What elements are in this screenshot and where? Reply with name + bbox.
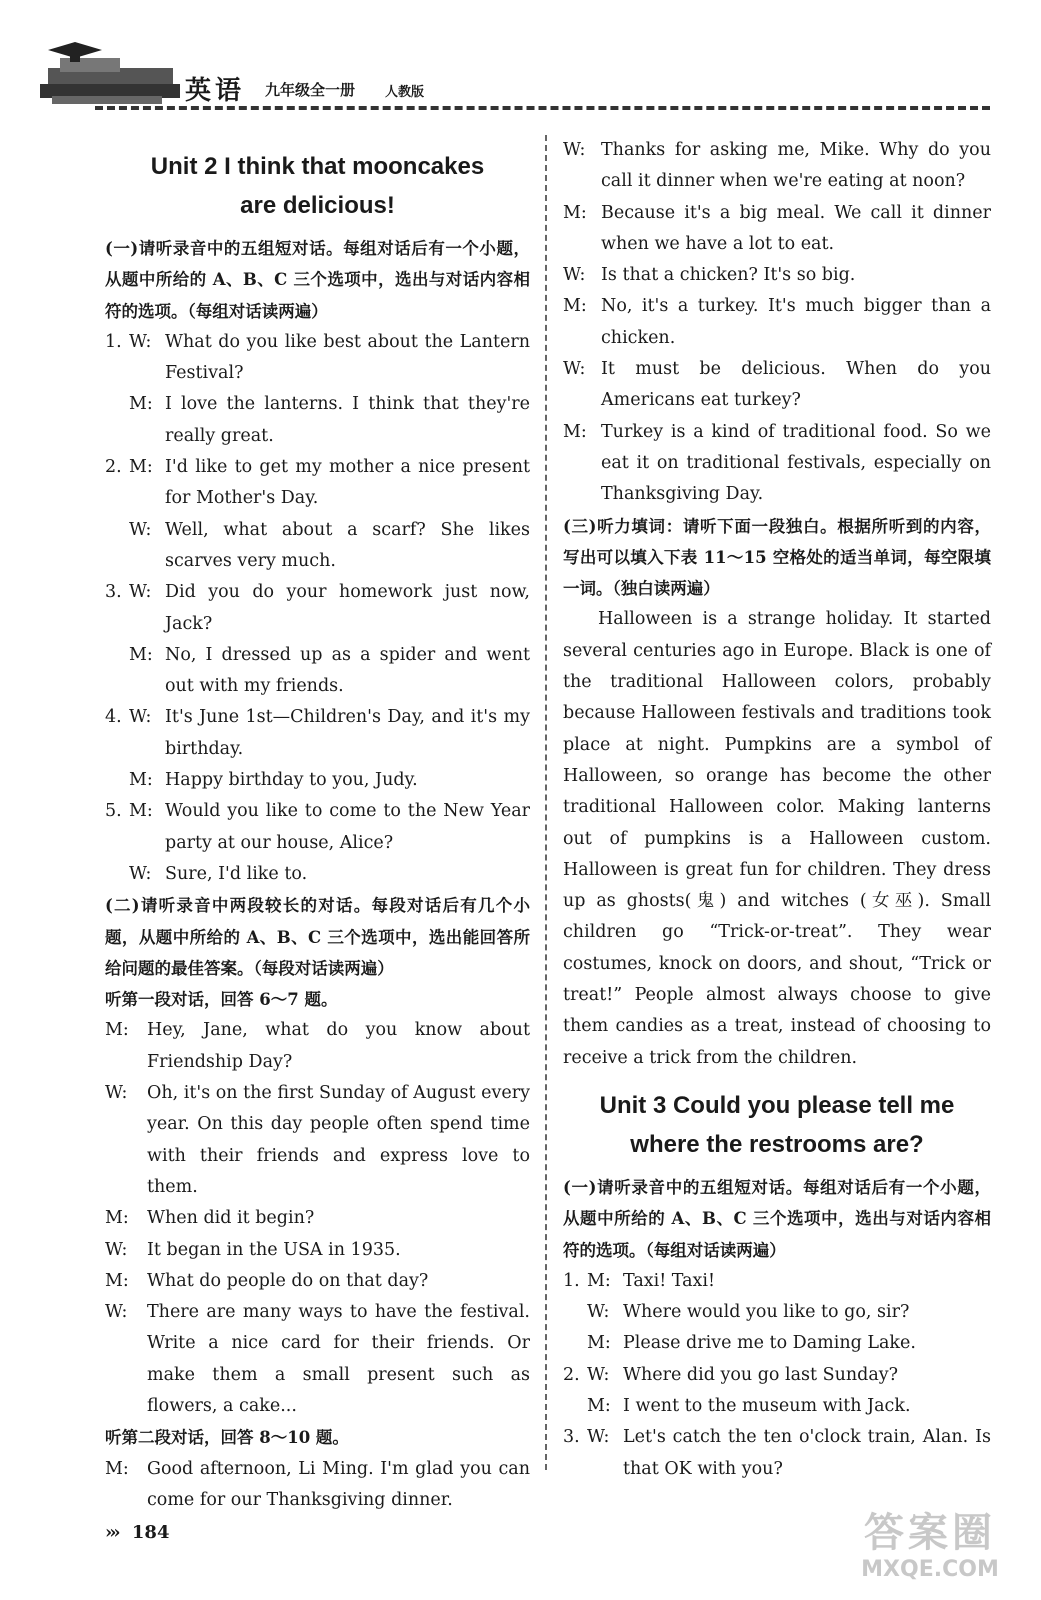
dialogue-line: M: I went to the museum with Jack.	[587, 1395, 911, 1416]
page-number: 184	[131, 1522, 170, 1543]
dialogue-line: 4. W: It's June 1st—Children's Day, and it's my birthday.	[105, 707, 530, 759]
dialogue-line: M: What do people do on that day?	[105, 1270, 429, 1291]
dialogue-line: M: Please drive me to Daming Lake.	[587, 1333, 916, 1354]
dialogue-line: W: It must be delicious. When do you Americans eat turkey?	[563, 359, 991, 411]
section-3-instructions: (三)听力填词：请听下面一段独白。根据所听到的内容，写出可以填入下表 11～15 空格处的适当单词，每空限填一词。（独白读两遍）	[563, 516, 991, 599]
dialogue-1-heading: 听第一段对话，回答 6～7 题。	[105, 990, 338, 1010]
dialogue-line: W: Where would you like to go, sir?	[587, 1302, 910, 1323]
book-title: 英语	[185, 76, 246, 106]
dialogue-line: W: Well, what about a scarf? She likes scarves very much.	[129, 519, 530, 571]
dialogue-line: 1. M: Taxi! Taxi!	[563, 1270, 716, 1291]
page-header	[0, 0, 1041, 120]
page-footer	[105, 1522, 169, 1543]
watermark-text: 答案圈	[864, 1510, 996, 1556]
left-column	[105, 135, 530, 1516]
unit-2-title: Unit 2 I think that mooncakes are delicious!	[150, 153, 485, 219]
unit-3-section-1-instructions: (一)请听录音中的五组短对话。每组对话后有一个小题，从题中所给的 A、B、C 三个选项中，选出与对话内容相符的选项。（每组对话读两遍）	[563, 1177, 991, 1260]
chevron-right-icon: ›››	[105, 1522, 118, 1543]
right-column	[563, 135, 991, 1485]
watermark	[835, 1510, 1025, 1590]
dialogue-line: M: No, I dressed up as a spider and went out with my friends.	[129, 644, 530, 697]
unit-3-title: Unit 3 Could you please tell me where the restrooms are?	[599, 1091, 955, 1158]
dialogue-line: M: Happy birthday to you, Judy.	[129, 770, 418, 791]
edition-label: 人教版	[385, 85, 425, 100]
dialogue-line: W: Thanks for asking me, Mike. Why do you call it dinner when we're eating at noon?	[563, 140, 991, 192]
dialogue-line: W: It began in the USA in 1935.	[105, 1239, 401, 1260]
column-divider	[545, 135, 547, 1470]
dialogue-line: M: When did it begin?	[105, 1208, 315, 1229]
dialogue-line: W: Sure, I'd like to.	[129, 863, 308, 884]
dialogue-line: W: Is that a chicken? It's so big.	[563, 265, 856, 286]
dialogue-2-heading: 听第二段对话，回答 8～10 题。	[105, 1428, 349, 1448]
dialogue-line: 3. W: Did you do your homework just now, Jack?	[105, 582, 530, 634]
books-logo-icon	[40, 40, 180, 110]
header-rule	[95, 106, 990, 110]
dialogue-line: 1. W: What do you like best about the Lantern Festival?	[105, 331, 530, 384]
dialogue-line: M: Turkey is a kind of traditional food. So we eat it on traditional festivals, especially on Thanksgiving Day.	[563, 421, 991, 505]
dialogue-line: 2. W: Where did you go last Sunday?	[563, 1364, 899, 1385]
dialogue-line: M: Hey, Jane, what do you know about Friendship Day?	[105, 1020, 530, 1072]
dialogue-line: M: No, it's a turkey. It's much bigger than a chicken.	[563, 296, 991, 348]
section-2-instructions: (二)请听录音中两段较长的对话。每段对话后有几个小题，从题中所给的 A、B、C 三个选项中，选出能回答所给问题的最佳答案。（每段对话读两遍）	[105, 896, 530, 978]
grade-label: 九年级全一册	[265, 81, 356, 99]
halloween-passage: Halloween is a strange holiday. It started several centuries ago in Europe. Black is one of the traditional Halloween colors, probably because Halloween festivals and traditions took place at night. Pumpkins are a symbol of Halloween, so orange has become the other traditional Halloween color. Making lanterns out of pumpkins is a Halloween custom. Halloween is great fun for children. They dress up as ghosts(鬼) and witches (女巫). Small children go “Trick-or-treat”. They wear costumes, knock on doors, and shout, “Trick or treat!” People almost always choose to give them candies as a treat, instead of choosing to receive a trick from the children.	[563, 609, 991, 1068]
dialogue-line: 5. M: Would you like to come to the New Year party at our house, Alice?	[105, 801, 530, 853]
dialogue-line: M: Good afternoon, Li Ming. I'm glad you can come for our Thanksgiving dinner.	[105, 1458, 530, 1510]
dialogue-line: M: Because it's a big meal. We call it dinner when we have a lot to eat.	[563, 202, 991, 254]
dialogue-line: W: There are many ways to have the festival. Write a nice card for their friends. Or make them a small present such as flowers, a cake...	[105, 1302, 530, 1416]
section-1-instructions: (一)请听录音中的五组短对话。每组对话后有一个小题，从题中所给的 A、B、C 三个选项中，选出与对话内容相符的选项。（每组对话读两遍）	[105, 239, 530, 321]
dialogue-line: 3. W: Let's catch the ten o'clock train, Alan. Is that OK with you?	[563, 1427, 991, 1479]
watermark-url: MXQE.COM	[861, 1557, 999, 1582]
dialogue-line: M: I love the lanterns. I think that they're really great.	[129, 394, 530, 446]
dialogue-line: 2. M: I'd like to get my mother a nice present for Mother's Day.	[105, 457, 530, 509]
dialogue-line: W: Oh, it's on the first Sunday of August every year. On this day people often spend time with their friends and express love to them.	[105, 1083, 530, 1197]
